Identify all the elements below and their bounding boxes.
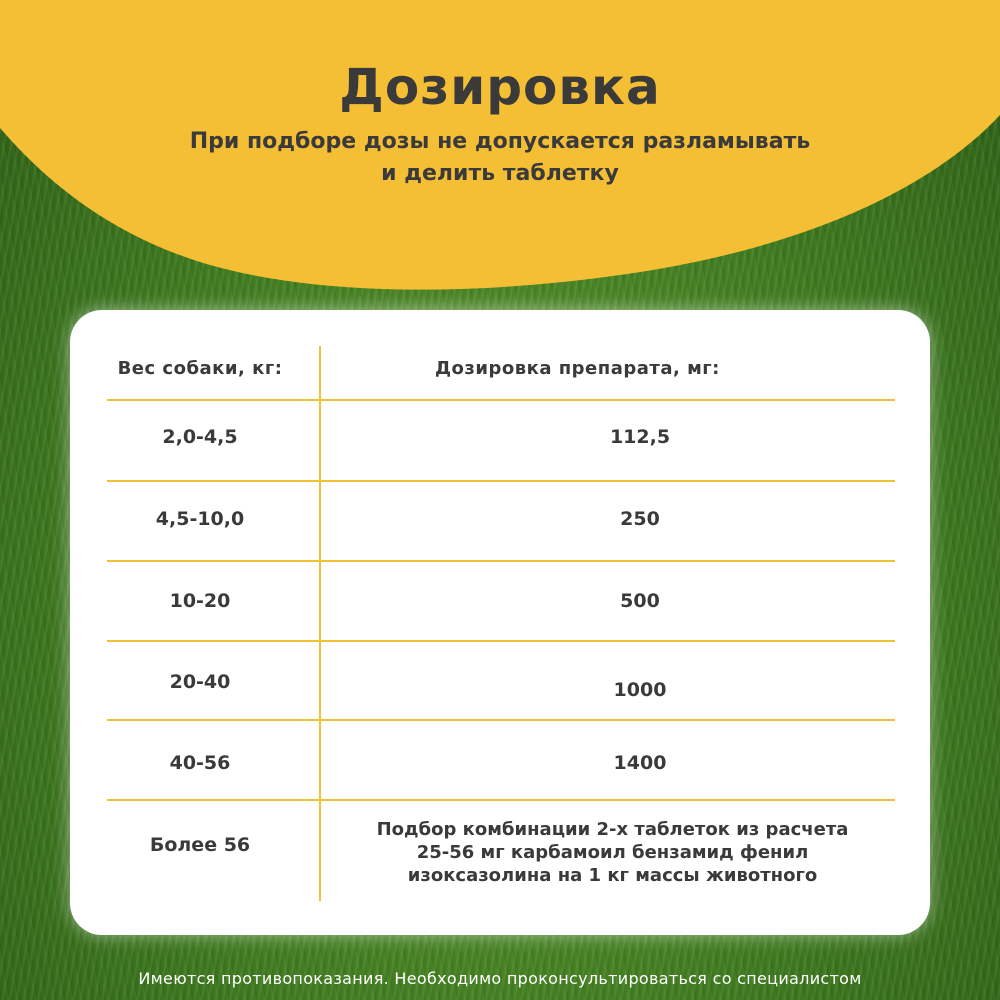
header-weight: Вес собаки, кг: xyxy=(117,358,283,379)
dose-cell: 250 xyxy=(620,508,660,530)
row-divider xyxy=(107,799,895,801)
weight-cell: 2,0-4,5 xyxy=(162,426,238,448)
dose-note-line: Подбор комбинации 2-х таблеток из расчета xyxy=(376,819,849,840)
dose-cell: 500 xyxy=(620,590,660,612)
header-dose: Дозировка препарата, мг: xyxy=(435,358,720,379)
subtitle-line: и делить таблетку xyxy=(381,161,619,186)
page-title: Дозировка xyxy=(339,58,661,116)
weight-cell: Более 56 xyxy=(149,834,251,856)
weight-cell: 4,5-10,0 xyxy=(155,508,245,530)
dose-cell: 112,5 xyxy=(609,426,671,448)
row-divider xyxy=(107,719,895,721)
weight-cell: 40-56 xyxy=(169,752,231,774)
dose-note-line: изоксазолина на 1 кг массы животного xyxy=(407,865,818,886)
row-divider xyxy=(107,480,895,482)
disclaimer-footer: Имеются противопоказания. Необходимо проконсультироваться со специалистом xyxy=(138,969,862,988)
dose-note-line: 25-56 мг карбамоил бензамид фенил xyxy=(416,842,809,863)
dose-note-cell xyxy=(320,818,905,887)
weight-cell: 10-20 xyxy=(169,590,231,612)
dose-cell: 1000 xyxy=(613,679,667,701)
subtitle-line: При подборе дозы не допускается разламывать xyxy=(189,129,811,154)
row-divider xyxy=(107,399,895,401)
dose-cell: 1400 xyxy=(613,752,667,774)
weight-cell: 20-40 xyxy=(169,671,231,693)
page-subtitle xyxy=(100,126,900,190)
row-divider xyxy=(107,560,895,562)
row-divider xyxy=(107,640,895,642)
